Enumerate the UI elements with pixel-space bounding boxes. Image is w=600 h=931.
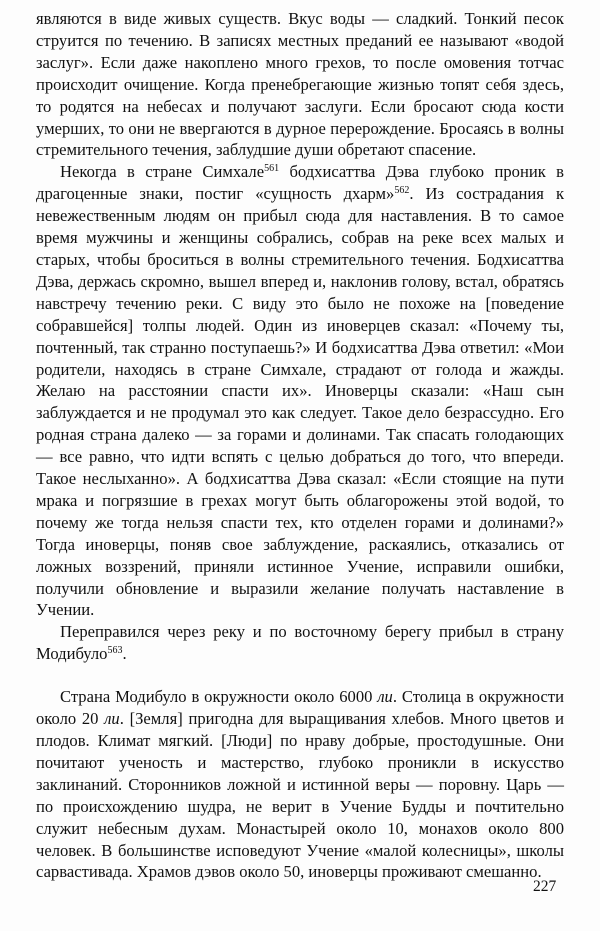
paragraph-2-text-b: бодхисаттва Дэва глубоко проник в драгоценные знаки, постиг «сущность дхарм» [36,162,564,204]
paragraph-1 [36,8,564,161]
paragraph-2-text-a: Некогда в стране Симхале [60,162,265,182]
paragraph-2 [36,161,564,621]
footnote-ref-562: 562 [394,185,410,197]
footnote-ref-563: 563 [107,645,123,657]
page-number: 227 [533,878,557,895]
paragraph-4-text-b: . Столица в окружности около 20 [36,687,564,729]
paragraph-3-text-b: . [122,644,127,664]
paragraph-3 [36,621,564,665]
paragraph-4-text-a: Страна Модибуло в окружности около 6000 [60,687,378,707]
paragraph-1-text: являются в виде живых существ. Вкус воды — сладкий. Тонкий песок струится по течению. В записях местных преданий ее называют «водой заслуг». Если даже накоплено много грехов, то после омовения тотчас происходит очищение. Когда пренебрегающие жизнью топят себя здесь, то родятся на небесах и получают заслуги. Если бросают сюда кости умерших, то они не ввергаются в дурное перерождение. Бросаясь в волны стремительного течения, заблудшие души обретают спасение. [36,9,564,160]
paragraph-4 [36,686,564,883]
paragraph-4-text-c: . [Земля] пригодна для выращивания хлебов. Много цветов и плодов. Климат мягкий. [Люди] по нраву добрые, простодушные. Они почитают ученость и мастерство, глубоко проникли в искусство заклинаний. Сторонников ложной и истинной веры — поровну. Царь — по происхождению шудра, не верит в Учение Будды и почтительно служит небесным духам. Монастырей около 10, монахов около 800 человек. В большинстве исповедуют Учение «малой колесницы», школы сарвастивада. Храмов дэвов около 50, иноверцы проживают смешанно. [36,709,564,882]
paragraph-2-text-c: . Из сострадания к невежественным людям он прибыл сюда для наставления. В то самое время мужчины и женщины собрались, собрав на реке всех малых и старых, чтобы броситься в волны стремительного течения. Бодхисаттва Дэва, держась скромно, вышел вперед и, наклонив голову, встал, обратясь навстречу течению реки. С виду это было не похоже на [поведение собравшейся] толпы людей. Один из иноверцев сказал: «Почему ты, почтенный, так странно поступаешь?» И бодхисаттва Дэва ответил: «Мои родители, находясь в стране Симхале, страдают от голода и жажды. Желаю на расстоянии спасти их». Иноверцы сказали: «Наш сын заблуждается и не продумал это как следует. Такое дело безрассудно. Его родная страна далеко — за горами и долинами. Так спасать голодающих — все равно, что идти вспять с целью добраться до того, что впереди. Такое неслыханно». А бодхисаттва Дэва сказал: «Если стоящие на пути мрака и погрязшие в грехах могут быть облагорожены этой водой, то почему же тогда нельзя спасти тех, кто отделен горами и долинами?» Тогда иноверцы, поняв свое заблуждение, раскаялись, отказались от ложных воззрений, приняли истинное Учение, исправили ошибки, получили обновление и выразили желание получать наставление в Учении. [36,184,565,620]
footnote-ref-561: 561 [264,163,280,175]
body-text [36,8,564,883]
unit-li-1: ли [377,687,393,707]
unit-li-2: ли [104,709,120,729]
paragraph-3-text-a: Переправился через реку и по восточному берегу прибыл в страну Модибуло [36,622,564,664]
